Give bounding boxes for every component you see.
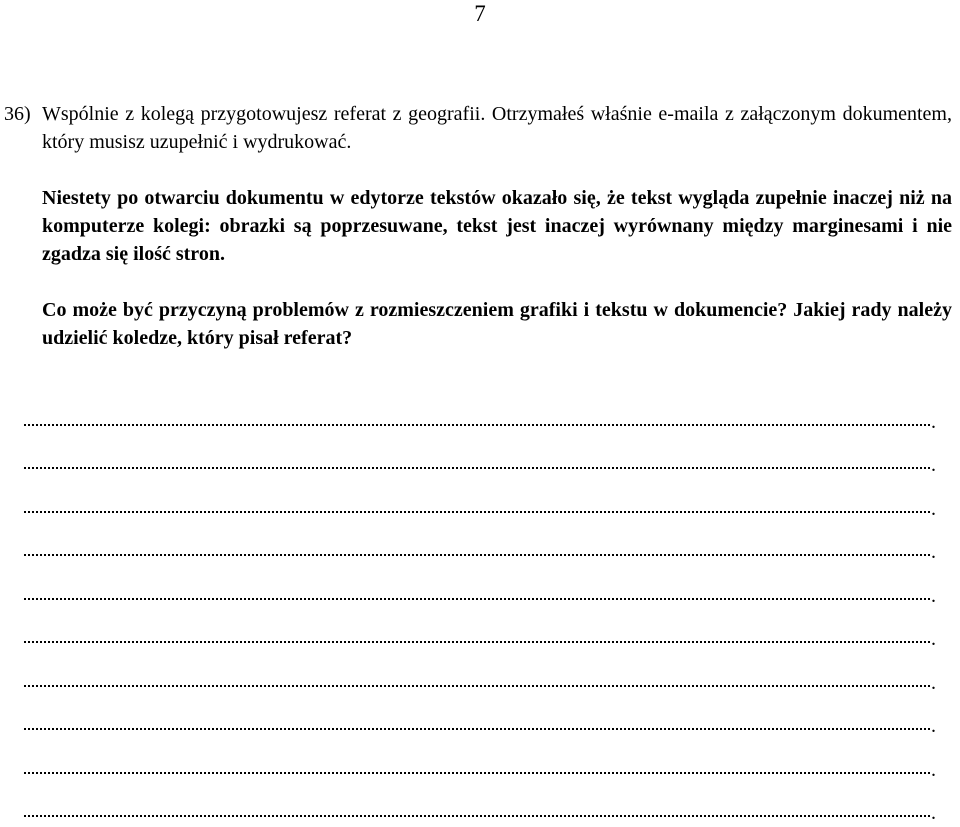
dotted-line — [24, 728, 930, 730]
answer-line[interactable] — [24, 566, 936, 610]
question-intro: Wspólnie z kolegą przygotowujesz referat z geografii. Otrzymałeś właśnie e-maila z załączonym dokumentem, który musisz uzupełnić i wydrukować. — [42, 103, 952, 153]
dotted-line — [24, 641, 930, 643]
dotted-line — [24, 815, 930, 817]
line-end-mark: . — [931, 499, 936, 519]
dotted-line — [24, 467, 930, 469]
question-paragraph-1: Niestety po otwarciu dokumentu w edytorze tekstów okazało się, że tekst wygląda zupełnie inaczej niż na komputerze kolegi: obrazki są poprzesuwane, tekst jest inaczej wyrównany między marginesami i nie zgadza się ilość stron. — [42, 184, 952, 268]
answer-line[interactable] — [24, 523, 936, 567]
dotted-line — [24, 511, 930, 513]
answer-area[interactable] — [24, 392, 936, 827]
line-end-mark: . — [931, 455, 936, 475]
line-end-mark: . — [931, 803, 936, 823]
answer-line[interactable] — [24, 610, 936, 654]
dotted-line — [24, 685, 930, 687]
page-number: 7 — [0, 0, 960, 28]
line-end-mark: . — [931, 412, 936, 432]
question-intro-block — [0, 100, 960, 156]
answer-line[interactable] — [24, 740, 936, 784]
line-end-mark: . — [931, 629, 936, 649]
dotted-line — [24, 424, 930, 426]
dotted-line — [24, 554, 930, 556]
question-36 — [0, 100, 960, 352]
question-paragraph-2: Co może być przyczyną problemów z rozmieszczeniem grafiki i tekstu w dokumencie? Jakiej rady należy udzielić koledze, który pisał referat? — [42, 296, 952, 352]
line-end-mark: . — [931, 760, 936, 780]
answer-line[interactable] — [24, 392, 936, 436]
dotted-line — [24, 598, 930, 600]
answer-line[interactable] — [24, 479, 936, 523]
answer-line[interactable] — [24, 653, 936, 697]
dotted-line — [24, 772, 930, 774]
line-end-mark: . — [931, 586, 936, 606]
line-end-mark: . — [931, 542, 936, 562]
answer-line[interactable] — [24, 436, 936, 480]
line-end-mark: . — [931, 716, 936, 736]
line-end-mark: . — [931, 673, 936, 693]
answer-line[interactable] — [24, 784, 936, 827]
question-number: 36) — [4, 100, 31, 128]
answer-line[interactable] — [24, 697, 936, 741]
